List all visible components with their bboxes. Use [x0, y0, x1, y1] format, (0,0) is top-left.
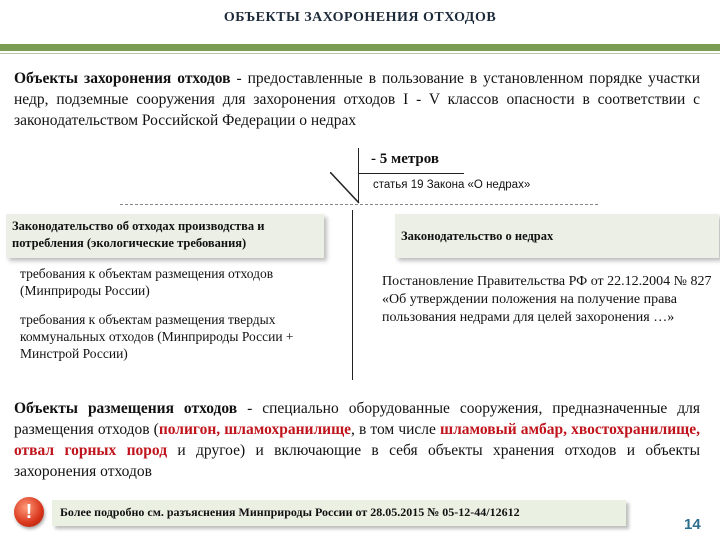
- law-reference: статья 19 Закона «О недрах»: [373, 179, 531, 191]
- ground-dashed-line: [120, 204, 598, 205]
- right-heading: Законодательство о недрах: [395, 214, 719, 258]
- right-item-1: Постановление Правительства РФ от 22.12.2004 № 827 «Об утверждении положения на получение права пользования недрами для целей захоронения …»: [382, 274, 712, 325]
- burial-definition: [14, 68, 700, 131]
- page-number: 14: [684, 516, 701, 533]
- placement-highlight-1: полигон, шламохранилище: [158, 421, 352, 438]
- placement-text-3: и другое) и включающие в себя объекты хранения отходов и объекты захоронения отходов: [14, 442, 700, 480]
- placement-text-1: - специально оборудованные сооружения, предназначенные для размещения отходов (: [14, 400, 701, 438]
- burial-term: Объекты захоронения отходов: [14, 70, 231, 87]
- placement-text-2: , в том числе: [351, 421, 440, 438]
- placement-definition: [14, 398, 700, 482]
- burial-definition-text: - предоставленные в пользование в установленном порядке участки недр, подземные сооружения для захоронения отходов I - V классов опасности в соответствии с законодательством Российской Федерации о недрах: [14, 70, 700, 129]
- header-divider-thin: [0, 53, 720, 54]
- column-divider: [352, 210, 353, 380]
- left-item-1: требования к объектам размещения отходов (Минприроды России): [20, 266, 274, 298]
- left-heading: Законодательство об отходах производства и потребления (экологические требования): [6, 214, 324, 258]
- slide-title: ОБЪЕКТЫ ЗАХОРОНЕНИЯ ОТХОДОВ: [223, 10, 497, 25]
- depth-line: [358, 173, 464, 174]
- note-text: Более подробно см. разъяснения Минприроды России от 28.05.2015 № 05-12-44/12612: [60, 505, 520, 519]
- placement-term: Объекты размещения отходов: [14, 400, 238, 417]
- header-divider: [0, 44, 720, 51]
- depth-diagonal: [330, 172, 360, 204]
- depth-label: - 5 метров: [371, 151, 439, 167]
- placement-highlight-2: шламовый амбар, хвостохранилище, отвал горных пород: [14, 421, 700, 459]
- left-item-2: требования к объектам размещения твердых коммунальных отходов (Минприроды России + Минстрой России): [20, 312, 294, 361]
- warning-icon: !: [14, 497, 44, 527]
